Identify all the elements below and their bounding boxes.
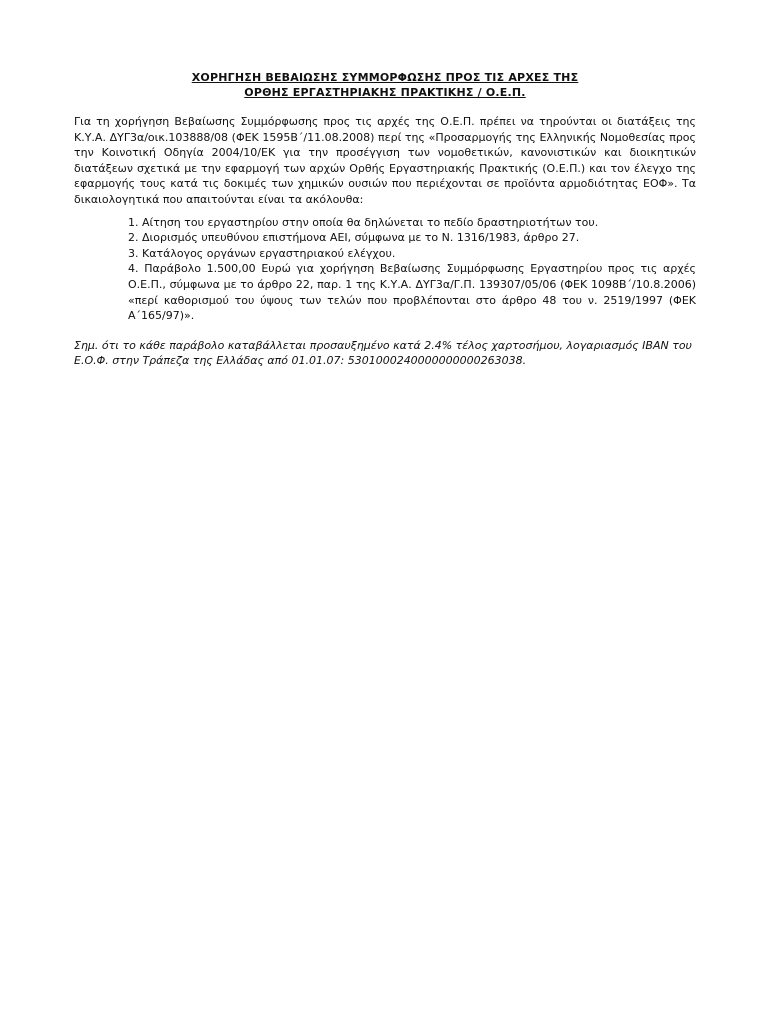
- requirement-item-4: 4. Παράβολο 1.500,00 Ευρώ για χορήγηση Βεβαίωσης Συμμόρφωσης Εργαστηρίου προς τις αρχές Ο.Ε.Π., σύμφωνα με το άρθρο 22, παρ. 1 της Κ.Υ.Α. ΔΥΓ3α/Γ.Π. 139307/05/06 (ΦΕΚ 1098Β΄/10.8.2006) «περί καθορισμού του ύψους των τελών που προβλέπονται στο άρθρο 48 του ν. 2519/1997 (ΦΕΚ Α΄165/97)».: [128, 262, 696, 323]
- document-title: [74, 70, 696, 100]
- document-page: [74, 70, 696, 369]
- fee-note: Σημ. ότι το κάθε παράβολο καταβάλλεται προσαυξημένο κατά 2.4% τέλος χαρτοσήμου, λογαριασμός IBAN του Ε.Ο.Φ. στην Τράπεζα της Ελλάδας από 01.01.07: 5301000240000000000263038.: [74, 338, 692, 368]
- requirements-list: [74, 215, 696, 324]
- requirement-item-1: 1. Αίτηση του εργαστηρίου στην οποία θα δηλώνεται το πεδίο δραστηριοτήτων του.: [128, 215, 599, 229]
- title-line-1: ΧΟΡΗΓΗΣΗ ΒΕΒΑΙΩΣΗΣ ΣΥΜΜΟΡΦΩΣΗΣ ΠΡΟΣ ΤΙΣ ΑΡΧΕΣ ΤΗΣ: [191, 71, 579, 84]
- title-line-2: ΟΡΘΗΣ ΕΡΓΑΣΤΗΡΙΑΚΗΣ ΠΡΑΚΤΙΚΗΣ / Ο.Ε.Π.: [244, 86, 526, 99]
- requirement-item-2: 2. Διορισμός υπευθύνου επιστήμονα ΑΕΙ, σύμφωνα με το Ν. 1316/1983, άρθρο 27.: [128, 231, 580, 245]
- intro-paragraph: Για τη χορήγηση Βεβαίωσης Συμμόρφωσης προς τις αρχές της Ο.Ε.Π. πρέπει να τηρούνται οι διατάξεις της Κ.Υ.Α. ΔΥΓ3α/οικ.103888/08 (ΦΕΚ 1595Β΄/11.08.2008) περί της «Προσαρμογής της Ελληνικής Νομοθεσίας προς την Κοινοτική Οδηγία 2004/10/ΕΚ για την προσέγγιση των νομοθετικών, κανονιστικών και διοικητικών διατάξεων σχετικά με την εφαρμογή των αρχών Ορθής Εργαστηριακής Πρακτικής (Ο.Ε.Π.) και τον έλεγχο της εφαρμογής τους κατά τις δοκιμές των χημικών ουσιών που περιέχονται σε προϊόντα αρμοδιότητας ΕΟΦ». Τα δικαιολογητικά που απαιτούνται είναι τα ακόλουθα:: [74, 115, 696, 206]
- requirement-item-3: 3. Κατάλογος οργάνων εργαστηριακού ελέγχου.: [128, 246, 396, 260]
